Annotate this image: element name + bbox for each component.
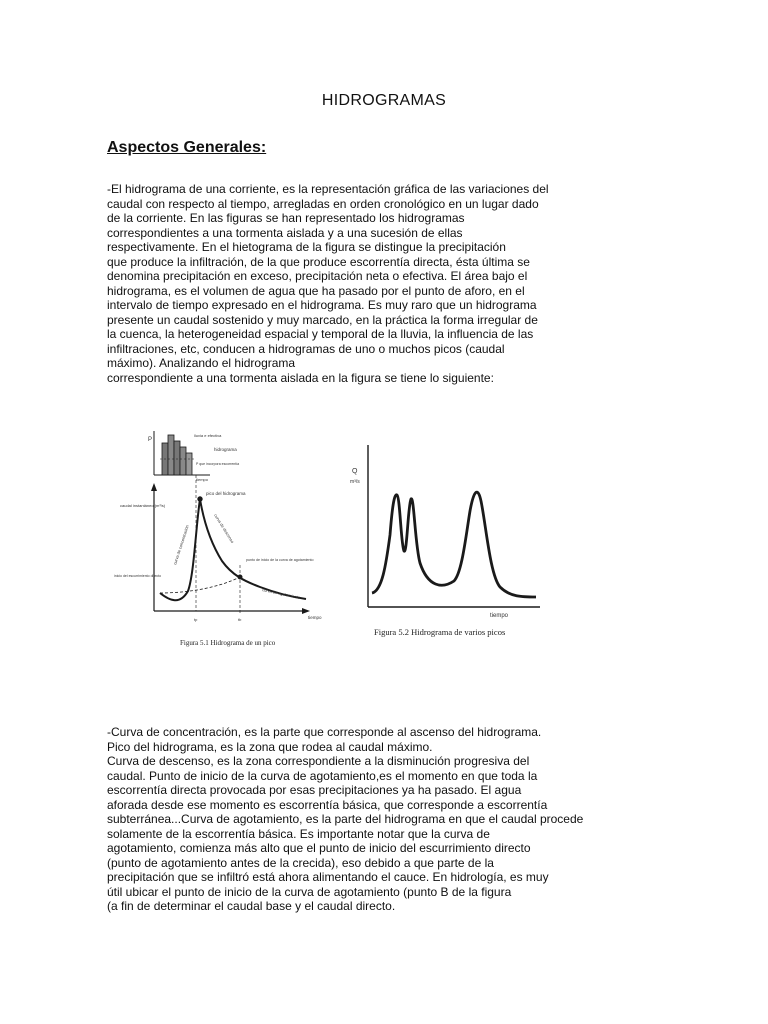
paragraph-line: caudal. Punto de inicio de la curva de agotamiento,es el momento en que toda la (107, 768, 538, 783)
label-tiempo: tiempo (308, 615, 322, 620)
paragraph-line: denomina precipitación en exceso, precipitación neta o efectiva. El área bajo el (107, 269, 528, 283)
paragraph-line: Curva de descenso, es la zona correspondiente a la disminución progresiva del (107, 754, 530, 768)
paragraph-line: -Curva de concentración, es la parte que corresponde al ascenso del hidrograma. (107, 725, 542, 739)
caption-figure-5-1: Figura 5.1 Hidrograma de un pico (180, 639, 276, 647)
caption-figure-5-2: Figura 5.2 Hidrograma de varios picos (374, 627, 506, 637)
label-tiempo-top: tiempo (196, 477, 209, 482)
paragraph-line: respectivamente. En el hietograma de la figura se distingue la precipitación (107, 240, 506, 254)
paragraph-line: infiltraciones, etc, conducen a hidrogramas de uno o muchos picos (caudal (107, 341, 505, 356)
paragraph-line: máximo). Analizando el hidrograma (107, 356, 296, 370)
paragraph-line: útil ubicar el punto de inicio de la curva de agotamiento (punto B de la figura (107, 884, 512, 899)
paragraph-line: escorrentía directa provocada por esas precipitaciones ya ha pasado. El agua (107, 783, 522, 797)
paragraph-line: precipitación que se infiltró está ahora alimentando el cauce. En hidrología, es muy (107, 870, 549, 884)
paragraph-line: que produce la infiltración, de la que produce escorrentía directa, ésta última se (107, 254, 530, 269)
label-lluvia: lluvia e efectiva (194, 433, 222, 438)
paragraph-line: la cuenca, la heterogeneidad espacial y temporal de la lluvia, la influencia de las (107, 327, 534, 341)
hyetograph-bar (174, 441, 180, 475)
paragraph-line: caudal con respecto al tiempo, arregladas en orden cronológico en un lugar dado (107, 196, 539, 211)
label-infiltracion: P que incorpora escorrentía (196, 462, 240, 466)
label-descenso: curva de descenso (213, 512, 236, 545)
label-concentracion: curva de concentración (172, 524, 190, 566)
recession-start-point (238, 575, 242, 579)
paragraph-line: Pico del hidrograma, es la zona que rodea al caudal máximo. (107, 739, 433, 754)
label-q-unit: m³/s (350, 479, 360, 485)
hydrograph-figure (110, 415, 546, 655)
label-hidrograma: hidrograma (214, 447, 237, 452)
paragraph-line: correspondiente a una tormenta aislada en la figura se tiene lo siguiente: (107, 370, 494, 385)
label-inicio-agotamiento: punto de inicio de la curva de agotamiento (246, 558, 314, 562)
hyetograph-bar (186, 453, 192, 475)
paragraph-line: subterránea...Curva de agotamiento, es la parte del hidrograma en que el caudal procede (107, 812, 584, 826)
label-tiempo-right: tiempo (490, 613, 509, 619)
label-tb: tb (238, 617, 242, 622)
paragraph-line: -El hidrograma de una corriente, es la representación gráfica de las variaciones del (107, 182, 549, 196)
paragraph-line: aforada desde ese momento es escorrentía básica, que corresponde a escorrentía (107, 797, 548, 812)
paragraph-line: presente un caudal sostenido y muy marcado, en la práctica la forma irregular de (107, 312, 538, 327)
label-p-axis: P (148, 437, 153, 443)
paragraph-line: de la corriente. En las figuras se han representado los hidrogramas (107, 211, 465, 225)
label-pico: pico del hidrograma (206, 491, 246, 496)
label-tp: tp (194, 617, 198, 622)
label-escurrimiento: inicio del escurrimiento directo (114, 574, 162, 578)
section-heading: Aspectos Generales: (107, 139, 267, 156)
paragraph-line: solamente de la escorrentía básica. Es importante notar que la curva de (107, 826, 490, 841)
paragraph-line: agotamiento, comienza más alto que el punto de inicio del escurrimiento directo (107, 841, 531, 855)
paragraph-intro (107, 182, 627, 385)
hyetograph-bar (168, 435, 174, 475)
paragraph-line: hidrograma, es el volumen de agua que ha pasado por el punto de aforo, en el (107, 283, 525, 298)
paragraph-line: (punto de agotamiento antes de la crecida), eso debido a que parte de la (107, 855, 494, 870)
peak-point (198, 497, 202, 501)
paragraph-line: (a fin de determinar el caudal base y el caudal directo. (107, 899, 396, 913)
paragraph-hydrograph-parts (107, 725, 627, 914)
label-agotamiento: curva de agotamiento (261, 587, 301, 600)
label-q-axis: Q (352, 468, 358, 475)
paragraph-line: intervalo de tiempo expresado en el hidrograma. Es muy raro que un hidrograma (107, 298, 537, 312)
label-caudal: caudal instantáneo (m³/s) (120, 503, 166, 508)
hydrograph-figure-svg (110, 415, 546, 655)
paragraph-line: correspondientes a una tormenta aislada y a una sucesión de ellas (107, 225, 463, 240)
document-title: HIDROGRAMAS (321, 92, 447, 109)
hyetograph-bar (180, 447, 186, 475)
